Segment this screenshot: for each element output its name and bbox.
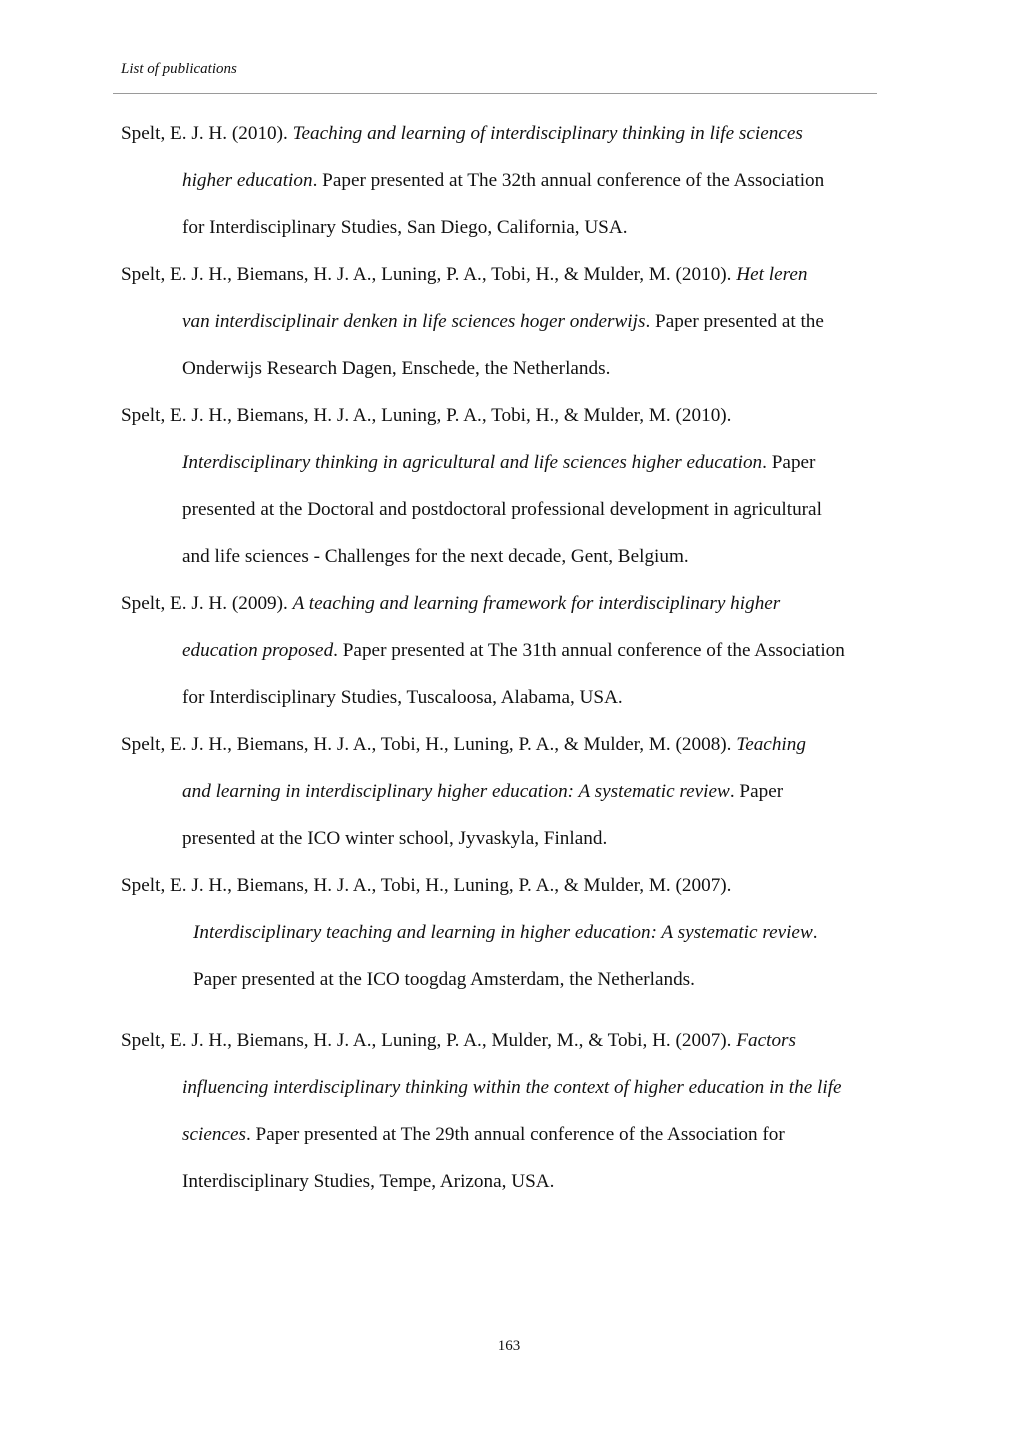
entry-text: presented at the Doctoral and postdoctoral professional development in agricultural bbox=[182, 499, 822, 520]
entry-text: Interdisciplinary Studies, Tempe, Arizona, USA. bbox=[182, 1171, 555, 1192]
entry-text: . Paper bbox=[729, 781, 784, 802]
entry-title: Teaching bbox=[736, 734, 806, 755]
entry-title: education proposed bbox=[182, 640, 334, 661]
entry-text: presented at the ICO winter school, Jyvaskyla, Finland. bbox=[182, 828, 608, 849]
entry-line bbox=[121, 345, 911, 392]
entry-text: . bbox=[812, 922, 818, 943]
entry-text: Spelt, E. J. H., Biemans, H. J. A., Tobi, H., Luning, P. A., & Mulder, M. (2008). bbox=[121, 734, 737, 755]
header-rule bbox=[113, 93, 877, 94]
entry-title: influencing interdisciplinary thinking within the context of higher education in the life bbox=[182, 1077, 842, 1098]
entry-text: Spelt, E. J. H., Biemans, H. J. A., Luning, P. A., Tobi, H., & Mulder, M. (2010). bbox=[121, 405, 732, 426]
entry-text: Spelt, E. J. H., Biemans, H. J. A., Luning, P. A., Tobi, H., & Mulder, M. (2010). bbox=[121, 264, 737, 285]
entry-line bbox=[121, 298, 911, 345]
entry-line bbox=[121, 251, 911, 298]
entry-line bbox=[121, 815, 911, 862]
entry-title: Teaching and learning of interdisciplinary thinking in life sciences bbox=[292, 123, 803, 144]
entry-title: Interdisciplinary thinking in agricultural and life sciences higher education bbox=[182, 452, 763, 473]
entry-text: . Paper presented at The 29th annual conference of the Association for bbox=[245, 1124, 785, 1145]
entry-text: Onderwijs Research Dagen, Enschede, the Netherlands. bbox=[182, 358, 611, 379]
entry-line bbox=[121, 1111, 911, 1158]
publication-entry bbox=[121, 392, 911, 580]
entry-text: . Paper bbox=[762, 452, 816, 473]
entry-line bbox=[121, 157, 911, 204]
entry-line bbox=[121, 1017, 911, 1064]
publication-entry bbox=[121, 1017, 911, 1205]
entry-text: . Paper presented at The 31th annual conference of the Association bbox=[333, 640, 845, 661]
publication-list bbox=[121, 110, 911, 1205]
page-number: 163 bbox=[497, 1338, 521, 1354]
entry-title: and learning in interdisciplinary higher education: A systematic review bbox=[182, 781, 730, 802]
entry-line bbox=[121, 204, 911, 251]
entry-text: Paper presented at the ICO toogdag Amsterdam, the Netherlands. bbox=[193, 969, 695, 990]
entry-title: A teaching and learning framework for interdisciplinary higher bbox=[292, 593, 781, 614]
entry-line bbox=[121, 439, 911, 486]
entry-title: van interdisciplinair denken in life sciences hoger onderwijs bbox=[182, 311, 646, 332]
running-header: List of publications bbox=[121, 61, 237, 77]
publication-entry bbox=[121, 862, 911, 1003]
entry-text: for Interdisciplinary Studies, Tuscaloosa, Alabama, USA. bbox=[182, 687, 623, 708]
entry-text: Spelt, E. J. H. (2009). bbox=[121, 593, 293, 614]
entry-text: for Interdisciplinary Studies, San Diego, California, USA. bbox=[182, 217, 628, 238]
publication-entry bbox=[121, 721, 911, 862]
entry-line bbox=[121, 862, 911, 909]
entry-text: Spelt, E. J. H., Biemans, H. J. A., Tobi, H., Luning, P. A., & Mulder, M. (2007). bbox=[121, 875, 732, 896]
entry-text: Spelt, E. J. H., Biemans, H. J. A., Luning, P. A., Mulder, M., & Tobi, H. (2007). bbox=[121, 1030, 737, 1051]
entry-line bbox=[121, 580, 911, 627]
entry-text: . Paper presented at The 32th annual conference of the Association bbox=[312, 170, 825, 191]
entry-line bbox=[121, 909, 911, 956]
publication-entry bbox=[121, 580, 911, 721]
entry-line bbox=[121, 533, 911, 580]
entry-line bbox=[121, 627, 911, 674]
entry-title: sciences bbox=[182, 1124, 246, 1145]
entry-title: Het leren bbox=[736, 264, 808, 285]
entry-text: Spelt, E. J. H. (2010). bbox=[121, 123, 293, 144]
entry-text: and life sciences - Challenges for the next decade, Gent, Belgium. bbox=[182, 546, 689, 567]
entry-title: Interdisciplinary teaching and learning in higher education: A systematic review bbox=[193, 922, 813, 943]
entry-line bbox=[121, 1158, 911, 1205]
entry-line bbox=[121, 721, 911, 768]
entry-title: Factors bbox=[736, 1030, 796, 1051]
publication-entry bbox=[121, 251, 911, 392]
entry-line bbox=[121, 768, 911, 815]
entry-line bbox=[121, 956, 911, 1003]
entry-line bbox=[121, 674, 911, 721]
entry-line bbox=[121, 1064, 911, 1111]
entry-text: . Paper presented at the bbox=[645, 311, 824, 332]
entry-line bbox=[121, 392, 911, 439]
entry-line bbox=[121, 110, 911, 157]
publication-entry bbox=[121, 110, 911, 251]
entry-line bbox=[121, 486, 911, 533]
entry-title: higher education bbox=[182, 170, 313, 191]
